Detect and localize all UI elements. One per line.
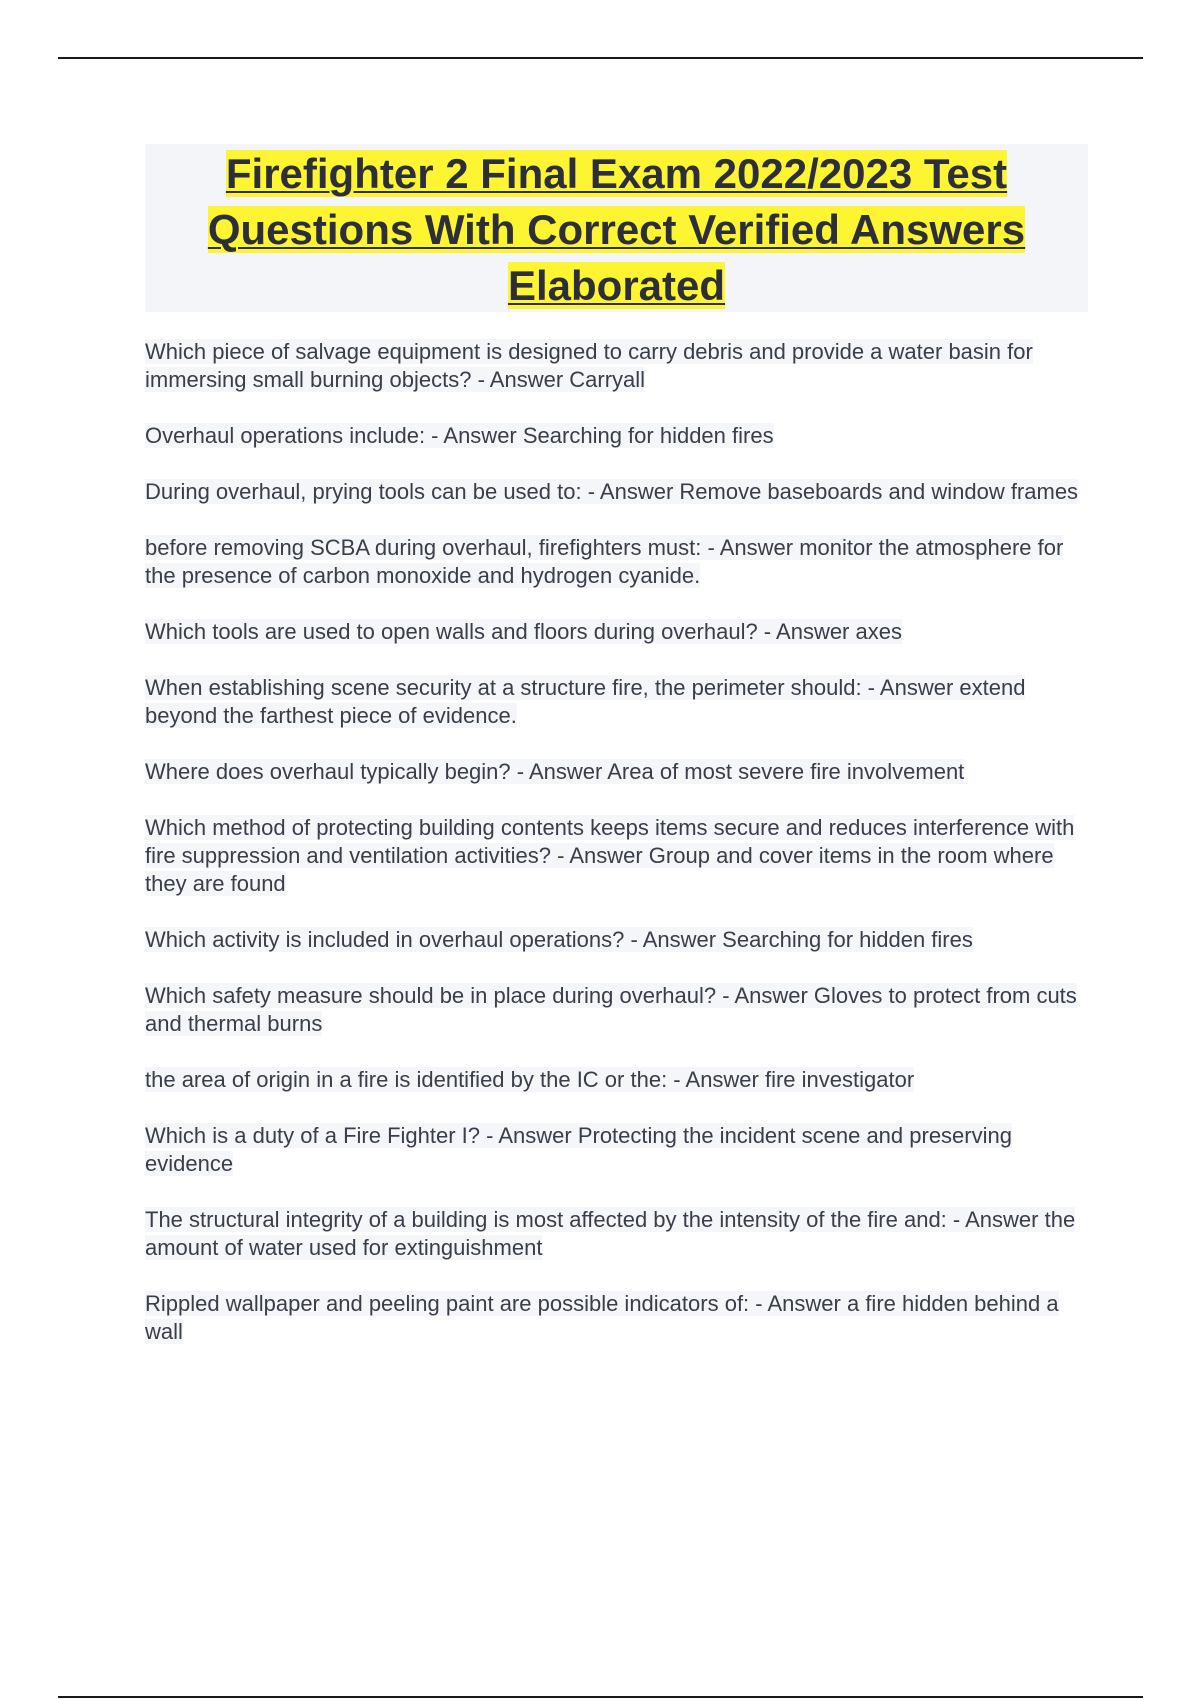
top-rule <box>58 57 1143 59</box>
title-block <box>145 144 1088 312</box>
question-text: before removing SCBA during overhaul, firefighters must: - Answer monitor the atmosphere for the presence of carbon monoxide and hydrogen cyanide. <box>145 535 1064 588</box>
question-item <box>145 1122 1090 1178</box>
question-text: Which method of protecting building contents keeps items secure and reduces interference with fire suppression and ventilation activities? - Answer Group and cover items in the room where they are found <box>145 815 1075 896</box>
question-text: Which tools are used to open walls and floors during overhaul? - Answer axes <box>145 619 902 644</box>
question-text: the area of origin in a fire is identified by the IC or the: - Answer fire investigator <box>145 1067 915 1092</box>
question-item <box>145 618 1090 646</box>
title-line-2: Questions With Correct Verified Answers <box>207 206 1026 253</box>
question-text: Which safety measure should be in place during overhaul? - Answer Gloves to protect from cuts and thermal burns <box>145 983 1077 1036</box>
question-item <box>145 338 1090 394</box>
document-title <box>145 144 1088 314</box>
question-list <box>145 338 1090 1374</box>
question-item <box>145 1066 1090 1094</box>
question-item <box>145 1206 1090 1262</box>
question-text: When establishing scene security at a structure fire, the perimeter should: - Answer extend beyond the farthest piece of evidence. <box>145 675 1026 728</box>
title-line-1: Firefighter 2 Final Exam 2022/2023 Test <box>225 150 1008 197</box>
question-text: Which activity is included in overhaul operations? - Answer Searching for hidden fires <box>145 927 973 952</box>
question-text: Rippled wallpaper and peeling paint are possible indicators of: - Answer a fire hidden behind a wall <box>145 1291 1059 1344</box>
question-text: During overhaul, prying tools can be used to: - Answer Remove baseboards and window frames <box>145 479 1079 504</box>
question-item <box>145 1290 1090 1346</box>
question-text: The structural integrity of a building is most affected by the intensity of the fire and: - Answer the amount of water used for extinguishment <box>145 1207 1076 1260</box>
question-item <box>145 534 1090 590</box>
question-item <box>145 674 1090 730</box>
question-text: Overhaul operations include: - Answer Searching for hidden fires <box>145 423 774 448</box>
question-text: Which is a duty of a Fire Fighter I? - Answer Protecting the incident scene and preserving evidence <box>145 1123 1012 1176</box>
question-item <box>145 814 1090 898</box>
question-item <box>145 478 1090 506</box>
question-item <box>145 982 1090 1038</box>
question-item <box>145 758 1090 786</box>
question-item <box>145 926 1090 954</box>
question-text: Which piece of salvage equipment is designed to carry debris and provide a water basin for immersing small burning objects? - Answer Carryall <box>145 339 1033 392</box>
question-item <box>145 422 1090 450</box>
title-line-3: Elaborated <box>507 262 726 309</box>
bottom-rule <box>58 1696 1143 1698</box>
question-text: Where does overhaul typically begin? - Answer Area of most severe fire involvement <box>145 759 965 784</box>
